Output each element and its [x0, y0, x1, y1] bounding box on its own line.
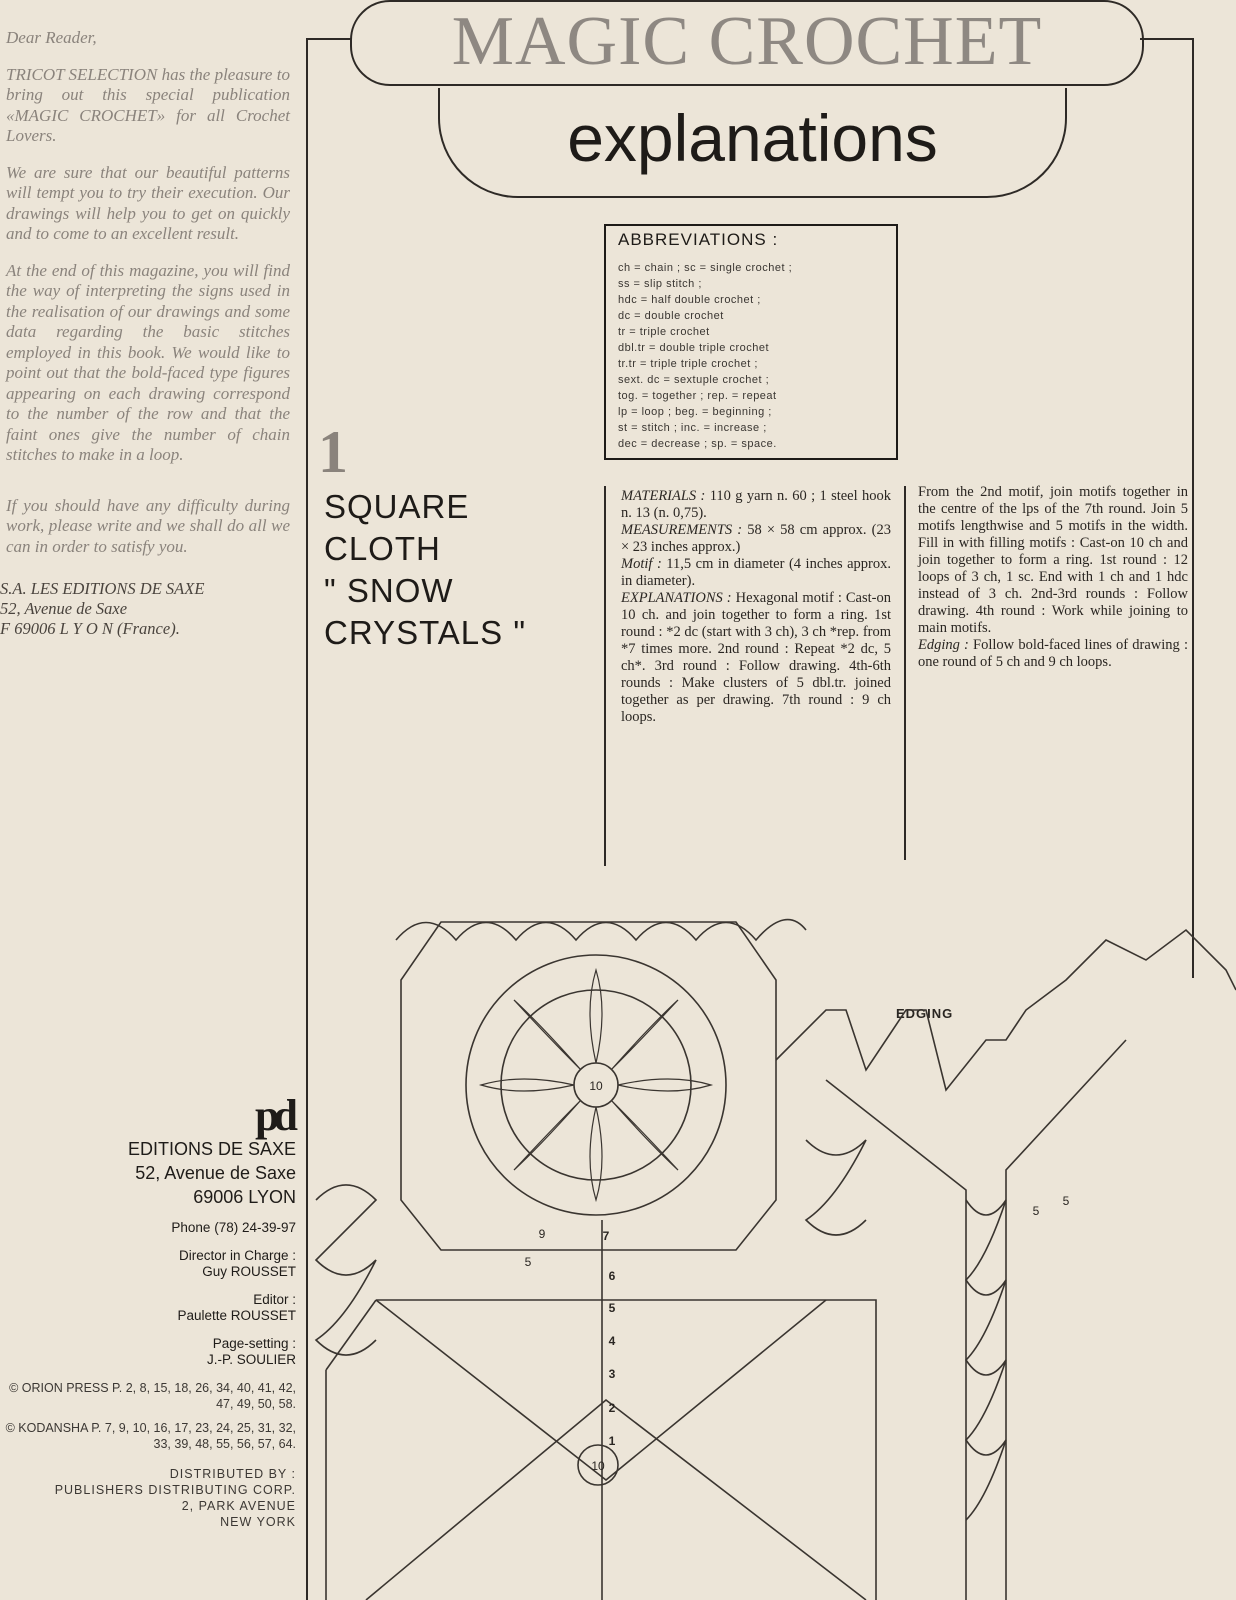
chain-count: 5 [524, 1255, 532, 1269]
chain-count: 5 [1062, 1194, 1070, 1208]
abbreviation-line: dec = decrease ; sp. = space. [618, 438, 777, 450]
pattern-title [324, 486, 526, 654]
edging-chains [966, 1200, 1006, 1520]
round-number: 2 [608, 1401, 616, 1415]
editor-block [0, 1292, 296, 1324]
round-number: 5 [608, 1301, 616, 1315]
joining-text: From the 2nd motif, join motifs together in the centre of the lps of the 7th round. Join 5 motifs lengthwise and 5 motifs in the width. Fill in with filling motifs : Cast-on 10 ch and join together to form a ring. 1st round : 12 loops of 3 ch, 1 sc. End with 1 ch and 1 hdc instead of 3 ch. 2nd-3rd rounds : Follow drawing. 4th round : Work while joining to main motifs. [918, 484, 1188, 636]
abbreviations-box [604, 224, 898, 460]
chain-count: 5 [1032, 1204, 1040, 1218]
intro-paragraph-4: If you should have any difficulty during work, please write and we shall do all we can in order to satisfy you. [6, 495, 290, 556]
intro-column [0, 28, 290, 639]
left-loops [316, 1185, 376, 1355]
abbreviation-line: tr = triple crochet [618, 326, 710, 338]
director-block [0, 1248, 296, 1280]
frame-top-left-line [306, 38, 352, 40]
address-line-2: 52, Avenue de Saxe [0, 599, 128, 618]
abbreviation-line: hdc = half double crochet ; [618, 294, 761, 306]
instructions-column-1 [621, 488, 891, 726]
pagesetting-block [0, 1336, 296, 1368]
photo-credit-kodansha: © KODANSHA P. 7, 9, 10, 16, 17, 23, 24, 25, 31, 32, 33, 39, 48, 55, 56, 57, 64. [5, 1421, 296, 1451]
round-number: 1 [608, 1434, 616, 1448]
editor-label: Editor : [253, 1292, 296, 1307]
address-line-1: S.A. LES EDITIONS DE SAXE [0, 579, 205, 598]
explanations-label: EXPLANATIONS : [621, 590, 732, 606]
filler-outline [326, 1300, 876, 1600]
section-subtitle: explanations [438, 88, 1067, 198]
round-number: 3 [608, 1367, 616, 1381]
abbreviation-line: tog. = together ; rep. = repeat [618, 390, 777, 402]
edging-diagram-label: EDGING [896, 1006, 954, 1021]
instructions-column-2 [918, 484, 1188, 671]
pattern-title-line: " SNOW [324, 572, 454, 609]
abbreviation-line: dbl.tr = double triple crochet [618, 342, 770, 354]
motif-center-count: 10 [589, 1079, 603, 1093]
pagesetting-name: J.-P. SOULIER [206, 1352, 296, 1367]
intro-greeting: Dear Reader, [6, 28, 97, 47]
publisher-phone: Phone (78) 24-39-97 [171, 1220, 296, 1235]
publisher-city: 69006 LYON [193, 1187, 296, 1207]
distribution-block [0, 1466, 296, 1530]
abbreviation-line: sext. dc = sextuple crochet ; [618, 374, 770, 386]
filler-diagonal-1 [376, 1300, 826, 1480]
publisher-block [0, 1091, 296, 1530]
address-line-3: F 69006 L Y O N (France). [0, 619, 180, 638]
pattern-title-line: SQUARE [324, 488, 470, 525]
distributor-city: NEW YORK [220, 1515, 296, 1529]
round-number: 7 [602, 1229, 610, 1243]
materials-label: MATERIALS : [621, 488, 706, 504]
motif-label: Motif : [621, 556, 662, 572]
publisher-name: EDITIONS DE SAXE [127, 1139, 296, 1159]
materials-text: 110 g yarn n. 60 ; 1 steel hook n. 13 (n. 0,75). [621, 488, 891, 521]
pattern-title-line: CLOTH [324, 530, 441, 567]
publisher-street: 52, Avenue de Saxe [135, 1163, 296, 1183]
distributor-street: 2, PARK AVENUE [181, 1499, 296, 1513]
round-number: 4 [608, 1334, 616, 1348]
edging-label-text: Edging : [918, 637, 969, 653]
frame-top-right-line [1140, 38, 1194, 40]
director-name: Guy ROUSSET [202, 1264, 296, 1279]
abbreviation-line: ch = chain ; sc = single crochet ; [618, 262, 793, 274]
abbreviation-line: ss = slip stitch ; [618, 278, 702, 290]
director-label: Director in Charge : [178, 1248, 296, 1263]
distributor-name: PUBLISHERS DISTRIBUTING CORP. [54, 1483, 296, 1497]
edging-inner [826, 1040, 1126, 1600]
explanations-text: Hexagonal motif : Cast-on 10 ch. and join together to form a ring. 1st round : *2 dc (start with 3 ch), 3 ch *rep. from *7 times more. 2nd round : Repeat *2 dc, 5 ch*. 3rd round : Follow drawing. 4th-6th rounds : Make clusters of 5 dbl.tr. joined together as per drawing. 7th round : 9 ch loops. [621, 590, 891, 725]
chain-count: 9 [538, 1227, 546, 1241]
right-loops [806, 1140, 866, 1235]
crochet-diagram [306, 900, 1236, 1600]
abbreviation-line: lp = loop ; beg. = beginning ; [618, 406, 772, 418]
pagesetting-label: Page-setting : [212, 1336, 296, 1351]
pattern-number: 1 [318, 419, 348, 485]
magazine-title: MAGIC CROCHET [350, 0, 1144, 86]
filler-center-count: 10 [591, 1459, 605, 1473]
intro-paragraph-2: We are sure that our beautiful patterns will tempt you to try their execution. Our drawings will help you to get on quickly and to come to an excellent result. [6, 162, 290, 243]
motif-text: 11,5 cm in diameter (4 inches approx. in diameter). [621, 556, 892, 589]
pattern-title-line: CRYSTALS " [324, 614, 527, 651]
measurements-text: 58 × 58 cm approx. (23 × 23 inches approx.) [621, 522, 891, 555]
edging-text: Follow bold-faced lines of drawing : one round of 5 ch and 9 ch loops. [918, 637, 1189, 670]
abbreviation-line: st = stitch ; inc. = increase ; [618, 422, 767, 434]
filler-diagonal-2 [366, 1400, 866, 1600]
publisher-address [0, 579, 290, 639]
publisher-logo: pd [255, 1091, 292, 1140]
column-divider-2 [904, 486, 906, 860]
abbreviation-line: tr.tr = triple triple crochet ; [618, 358, 758, 370]
abbreviation-line: dc = double crochet [618, 310, 724, 322]
measurements-label: MEASUREMENTS : [621, 522, 743, 538]
intro-paragraph-3: At the end of this magazine, you will find the way of interpreting the signs used in the realisation of our drawings and some data regarding the basic stitches employed in this book. We would like to point out that the bold-faced type figures appearing on each drawing correspond to the number of the row and that the faint ones give the number of chain stitches to make in a loop. [6, 260, 290, 464]
intro-paragraph-1: TRICOT SELECTION has the pleasure to bring out this special publication «MAGIC CROCHET» for all Crochet Lovers. [6, 64, 290, 145]
editor-name: Paulette ROUSSET [177, 1308, 296, 1323]
edging-outline [776, 930, 1236, 1090]
column-divider-1 [604, 486, 606, 866]
frame-right-line [1192, 38, 1194, 978]
round-number: 6 [608, 1269, 616, 1283]
abbreviations-title: ABBREVIATIONS : [618, 230, 779, 249]
distributed-label: DISTRIBUTED BY : [169, 1467, 296, 1481]
photo-credit-orion: © ORION PRESS P. 2, 8, 15, 18, 26, 34, 40, 41, 42, 47, 49, 50, 58. [9, 1381, 296, 1411]
